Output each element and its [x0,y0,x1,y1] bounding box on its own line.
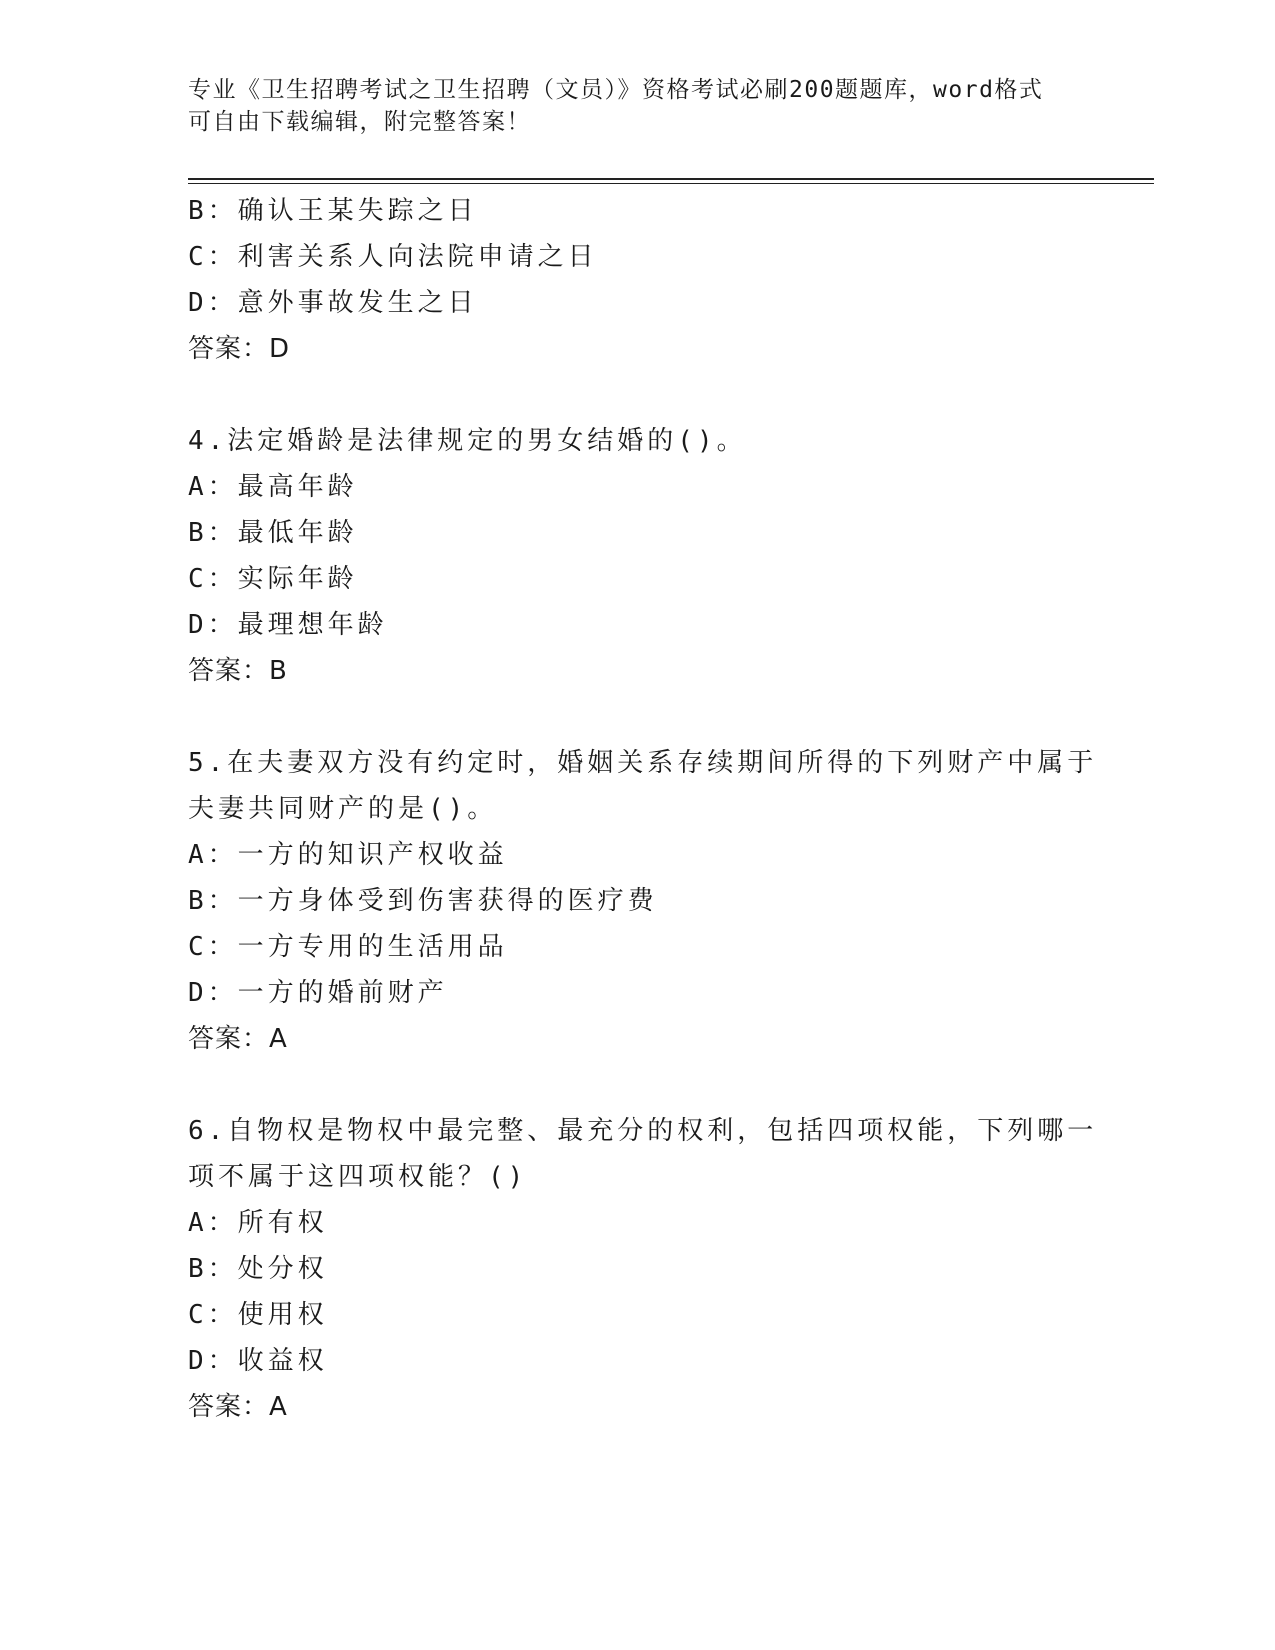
answer-line: 答案：B [188,656,288,686]
question-stem: 6.自物权是物权中最完整、最充分的权利，包括四项权能，下列哪一 [188,1116,1098,1146]
option-d: D：一方的婚前财产 [188,978,448,1008]
option-c: C：使用权 [188,1300,328,1330]
option-d: D：收益权 [188,1346,328,1376]
header-line-2: 可自由下载编辑，附完整答案！ [188,109,531,135]
header-line-1: 专业《卫生招聘考试之卫生招聘（文员）》资格考试必刷200题题库，word格式 [188,77,1044,103]
question-stem: 4.法定婚龄是法律规定的男女结婚的()。 [188,426,747,456]
question-5 [188,740,1098,1062]
question-3-partial [188,188,1068,372]
option-a: A：所有权 [188,1208,328,1238]
option-c: C：实际年龄 [188,564,358,594]
option-d: D：最理想年龄 [188,610,388,640]
header-rule-thick [188,178,1154,180]
question-6 [188,1108,1098,1430]
question-stem: 5.在夫妻双方没有约定时，婚姻关系存续期间所得的下列财产中属于 [188,748,1098,778]
option-a: A：最高年龄 [188,472,358,502]
question-stem-continued: 项不属于这四项权能？() [188,1162,528,1192]
spacer [188,1062,1068,1108]
question-4 [188,418,1068,694]
question-list [188,188,1098,1430]
option-a: A：一方的知识产权收益 [188,840,508,870]
option-b: B：一方身体受到伤害获得的医疗费 [188,886,658,916]
answer-line: 答案：A [188,1392,288,1422]
document-header [188,74,1068,138]
answer-line: 答案：A [188,1024,288,1054]
option-c: C：利害关系人向法院申请之日 [188,242,598,272]
question-stem-continued: 夫妻共同财产的是()。 [188,794,498,824]
answer-line: 答案：D [188,334,291,364]
spacer [188,694,1068,740]
option-b: B：处分权 [188,1254,328,1284]
option-b: B：确认王某失踪之日 [188,196,478,226]
option-b: B：最低年龄 [188,518,358,548]
header-rule-thin [188,183,1154,184]
option-d: D：意外事故发生之日 [188,288,478,318]
option-c: C：一方专用的生活用品 [188,932,508,962]
spacer [188,372,1068,418]
